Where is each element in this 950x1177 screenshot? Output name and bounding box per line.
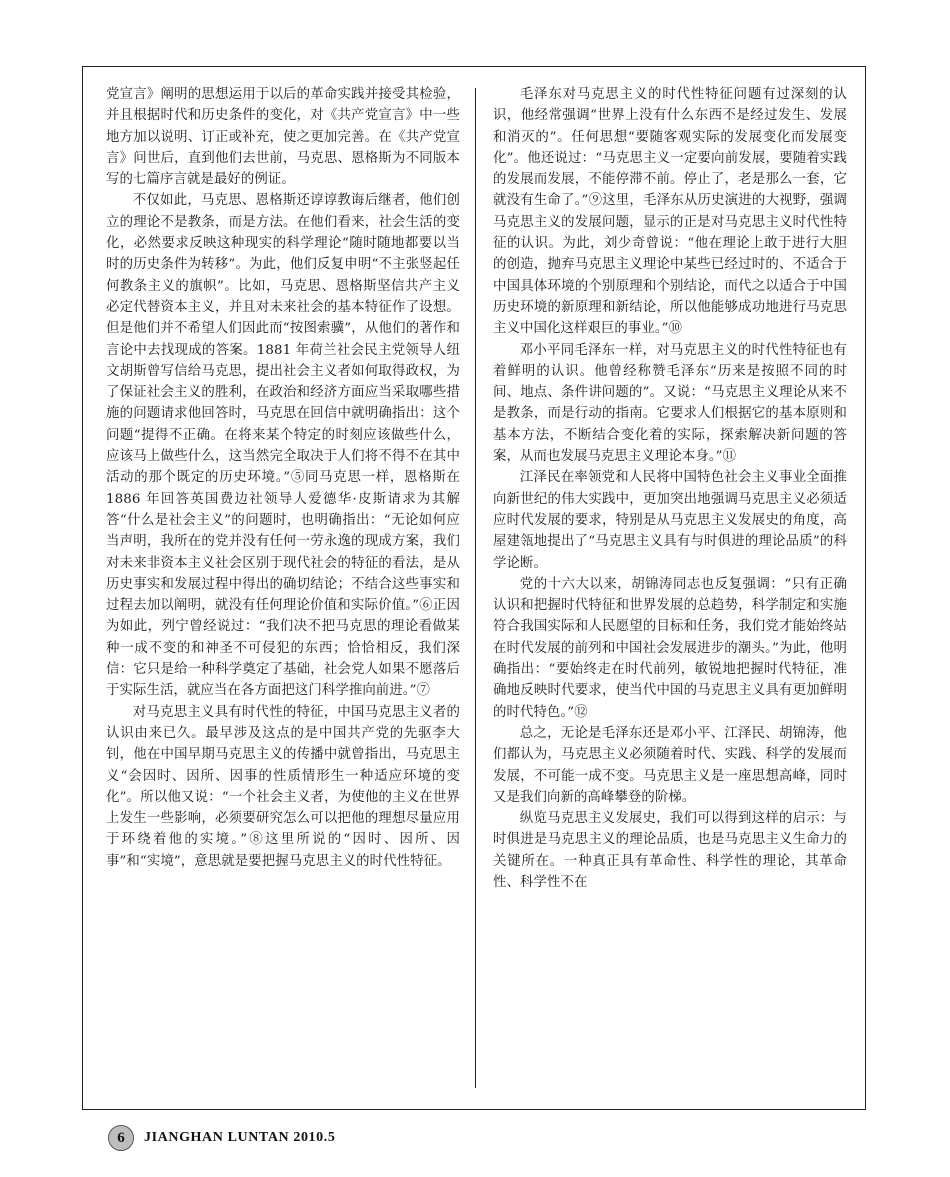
paragraph: 不仅如此，马克思、恩格斯还谆谆教诲后继者，他们创立的理论不是教条，而是方法。在他们看来，社会生活的变化，必然要求反映这种现实的科学理论“随时随地都要以当时的历史条件为转移”。为此，他们反复申明“不主张竖起任何教条主义的旗帜”。比如，马克思、恩格斯坚信共产主义必定代替资本主义，并且对未来社会的基本特征作了设想。但是他们并不希望人们因此而“按图索骥”，从他们的著作和言论中去找现成的答案。1881 年荷兰社会民主党领导人纽文胡斯曾写信给马克思，提出社会主义者如何取得政权，为了保证社会主义的胜利，在政治和经济方面应当采取哪些措施的问题请求他回答时，马克思在回信中就明确指出：这个问题“提得不正确。在将来某个特定的时刻应该做些什么，应该马上做些什么，这当然完全取决于人们将不得不在其中活动的那个既定的历史环境。”⑤同马克思一样，恩格斯在 1886 年回答英国费边社领导人爱德华·皮斯请求为其解答“什么是社会主义”的问题时，也明确指出：“无论如何应当声明，我所在的党并没有任何一劳永逸的现成方案，我们对未来非资本主义社会区别于现代社会的特征的看法，是从历史事实和发展过程中得出的确切结论；不结合这些事实和过程去加以阐明，就没有任何理论价值和实际价值。”⑥正因为如此，列宁曾经说过：“我们决不把马克思的理论看做某种一成不变的和神圣不可侵犯的东西；恰恰相反，我们深信：它只是给一种科学奠定了基础，社会党人如果不愿落后于实际生活，就应当在各方面把这门科学推向前进。”⑦ — [106, 193, 460, 699]
page-number: 6 — [108, 1125, 134, 1151]
paragraph: 江泽民在率领党和人民将中国特色社会主义事业全面推向新世纪的伟大实践中，更加突出地强调马克思主义必须适应时代发展的要求，特别是从马克思主义发展史的角度，高屋建瓴地提出了“马克思主义具有与时俱进的理论品质”的科学论断。 — [493, 470, 847, 571]
journal-title: JIANGHAN LUNTAN 2010.5 — [144, 1130, 336, 1145]
right-column — [493, 84, 847, 893]
paragraph: 毛泽东对马克思主义的时代性特征问题有过深刻的认识，他经常强调“世界上没有什么东西不是经过发生、发展和消灭的”。任何思想“要随客观实际的发展变化而发展变化”。他还说过：“马克思主义一定要向前发展，要随着实践的发展而发展，不能停滞不前。停止了，老是那么一套，它就没有生命了。”⑨这里，毛泽东从历史演进的大视野，强调马克思主义的发展问题，显示的正是对马克思主义时代性特征的认识。为此，刘少奇曾说：“他在理论上敢于进行大胆的创造，抛弃马克思主义理论中某些已经过时的、不适合于中国具体环境的个别原理和个别结论，而代之以适合于中国历史环境的新原理和新结论，所以他能够成功地进行马克思主义中国化这样艰巨的事业。”⑩ — [493, 87, 847, 337]
paragraph: 总之，无论是毛泽东还是邓小平、江泽民、胡锦涛，他们都认为，马克思主义必须随着时代、实践、科学的发展而发展，不可能一成不变。马克思主义是一座思想高峰，同时又是我们向新的高峰攀登的阶梯。 — [493, 725, 847, 805]
column-divider — [475, 88, 476, 1088]
left-column — [106, 84, 460, 872]
paragraph: 党的十六大以来，胡锦涛同志也反复强调：“只有正确认识和把握时代特征和世界发展的总趋势，科学制定和实施符合我国实际和人民愿望的目标和任务，我们党才能始终站在时代发展的前列和中国社会发展进步的潮头。”为此，他明确指出：“要始终走在时代前列，敏锐地把握时代特征，准确地反映时代要求，使当代中国的马克思主义具有更加鲜明的时代特色。”⑫ — [493, 576, 847, 720]
paragraph: 党宣言》阐明的思想运用于以后的革命实践并接受其检验，并且根据时代和历史条件的变化，对《共产党宣言》中一些地方加以说明、订正或补充，使之更加完善。在《共产党宣言》问世后，直到他们去世前，马克思、恩格斯为不同版本写的七篇序言就是最好的例证。 — [106, 87, 460, 188]
page-footer — [108, 1125, 335, 1151]
paragraph: 邓小平同毛泽东一样，对马克思主义的时代性特征也有着鲜明的认识。他曾经称赞毛泽东“历来是按照不同的时间、地点、条件讲问题的”。又说：“马克思主义理论从来不是教条，而是行动的指南。它要求人们根据它的基本原则和基本方法，不断结合变化着的实际，探索解决新问题的答案，从而也发展马克思主义理论本身。”⑪ — [493, 342, 847, 465]
paragraph: 纵览马克思主义发展史，我们可以得到这样的启示：与时俱进是马克思主义的理论品质，也是马克思主义生命力的关键所在。一种真正具有革命性、科学性的理论，其革命性、科学性不在 — [493, 811, 847, 890]
paragraph: 对马克思主义具有时代性的特征，中国马克思主义者的认识由来已久。最早涉及这点的是中国共产党的先驱李大钊，他在中国早期马克思主义的传播中就曾指出，马克思主义“会因时、因所、因事的性质情形生一种适应环境的变化”。所以他又说：“一个社会主义者，为使他的主义在世界上发生一些影响，必须要研究怎么可以把他的理想尽量应用于环绕着他的实境。”⑧这里所说的“因时、因所、因事”和“实境”，意思就是要把握马克思主义的时代性特征。 — [106, 704, 460, 869]
